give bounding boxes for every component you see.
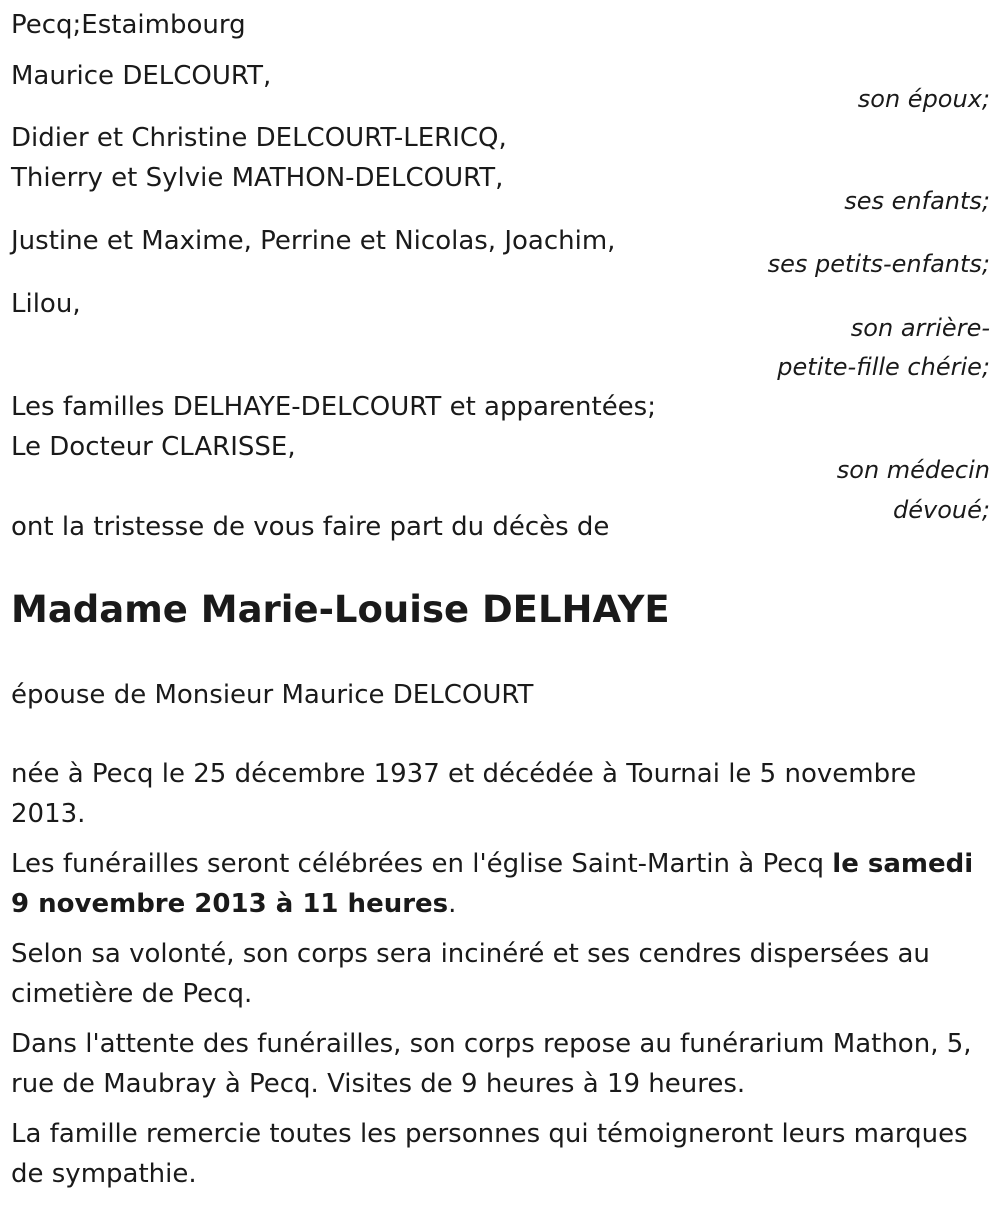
spouse-line: épouse de Monsieur Maurice DELCOURT <box>11 680 534 710</box>
birth-death-dates: née à Pecq le 25 décembre 1937 et décédée à Tournai le 5 novembre 2013. <box>11 759 917 829</box>
relation-label: ses petits-enfants; <box>767 250 990 278</box>
relation-label: ses enfants; <box>844 187 990 215</box>
deceased-name: Madame Marie-Louise DELHAYE <box>11 588 670 631</box>
family-line: Didier et Christine DELCOURT-LERICQ, <box>11 123 507 153</box>
relation-label: petite-fille chérie; <box>777 353 990 381</box>
place-header: Pecq;Estaimbourg <box>11 10 246 40</box>
relation-label: son époux; <box>857 85 990 113</box>
relation-label: son arrière- <box>850 314 990 342</box>
family-line: Les familles DELHAYE-DELCOURT et apparentées; <box>11 392 656 422</box>
funeral-date: le samedi 9 novembre 2013 à 11 heures <box>11 849 974 919</box>
family-line: Lilou, <box>11 289 81 319</box>
relation-label: son médecin <box>836 456 990 484</box>
funeral-intro: Les funérailles seront célébrées en l'église Saint-Martin à Pecq <box>11 849 833 879</box>
thanks-text: La famille remercie toutes les personnes qui témoigneront leurs marques de sympathie. <box>11 1119 968 1189</box>
announcement-text: ont la tristesse de vous faire part du décès de <box>11 512 610 542</box>
cremation-info: Selon sa volonté, son corps sera incinéré et ses cendres dispersées au cimetière de Pecq. <box>11 939 930 1009</box>
relation-label: dévoué; <box>893 496 990 524</box>
family-line: Maurice DELCOURT, <box>11 61 272 91</box>
family-line: Justine et Maxime, Perrine et Nicolas, Joachim, <box>11 226 616 256</box>
family-line: Le Docteur CLARISSE, <box>11 432 296 462</box>
family-line: Thierry et Sylvie MATHON-DELCOURT, <box>11 163 504 193</box>
funeral-end: . <box>448 889 457 919</box>
funeral-info <box>11 844 991 924</box>
funerarium-info: Dans l'attente des funérailles, son corps repose au funérarium Mathon, 5, rue de Maubray à Pecq. Visites de 9 heures à 19 heures. <box>11 1029 972 1099</box>
